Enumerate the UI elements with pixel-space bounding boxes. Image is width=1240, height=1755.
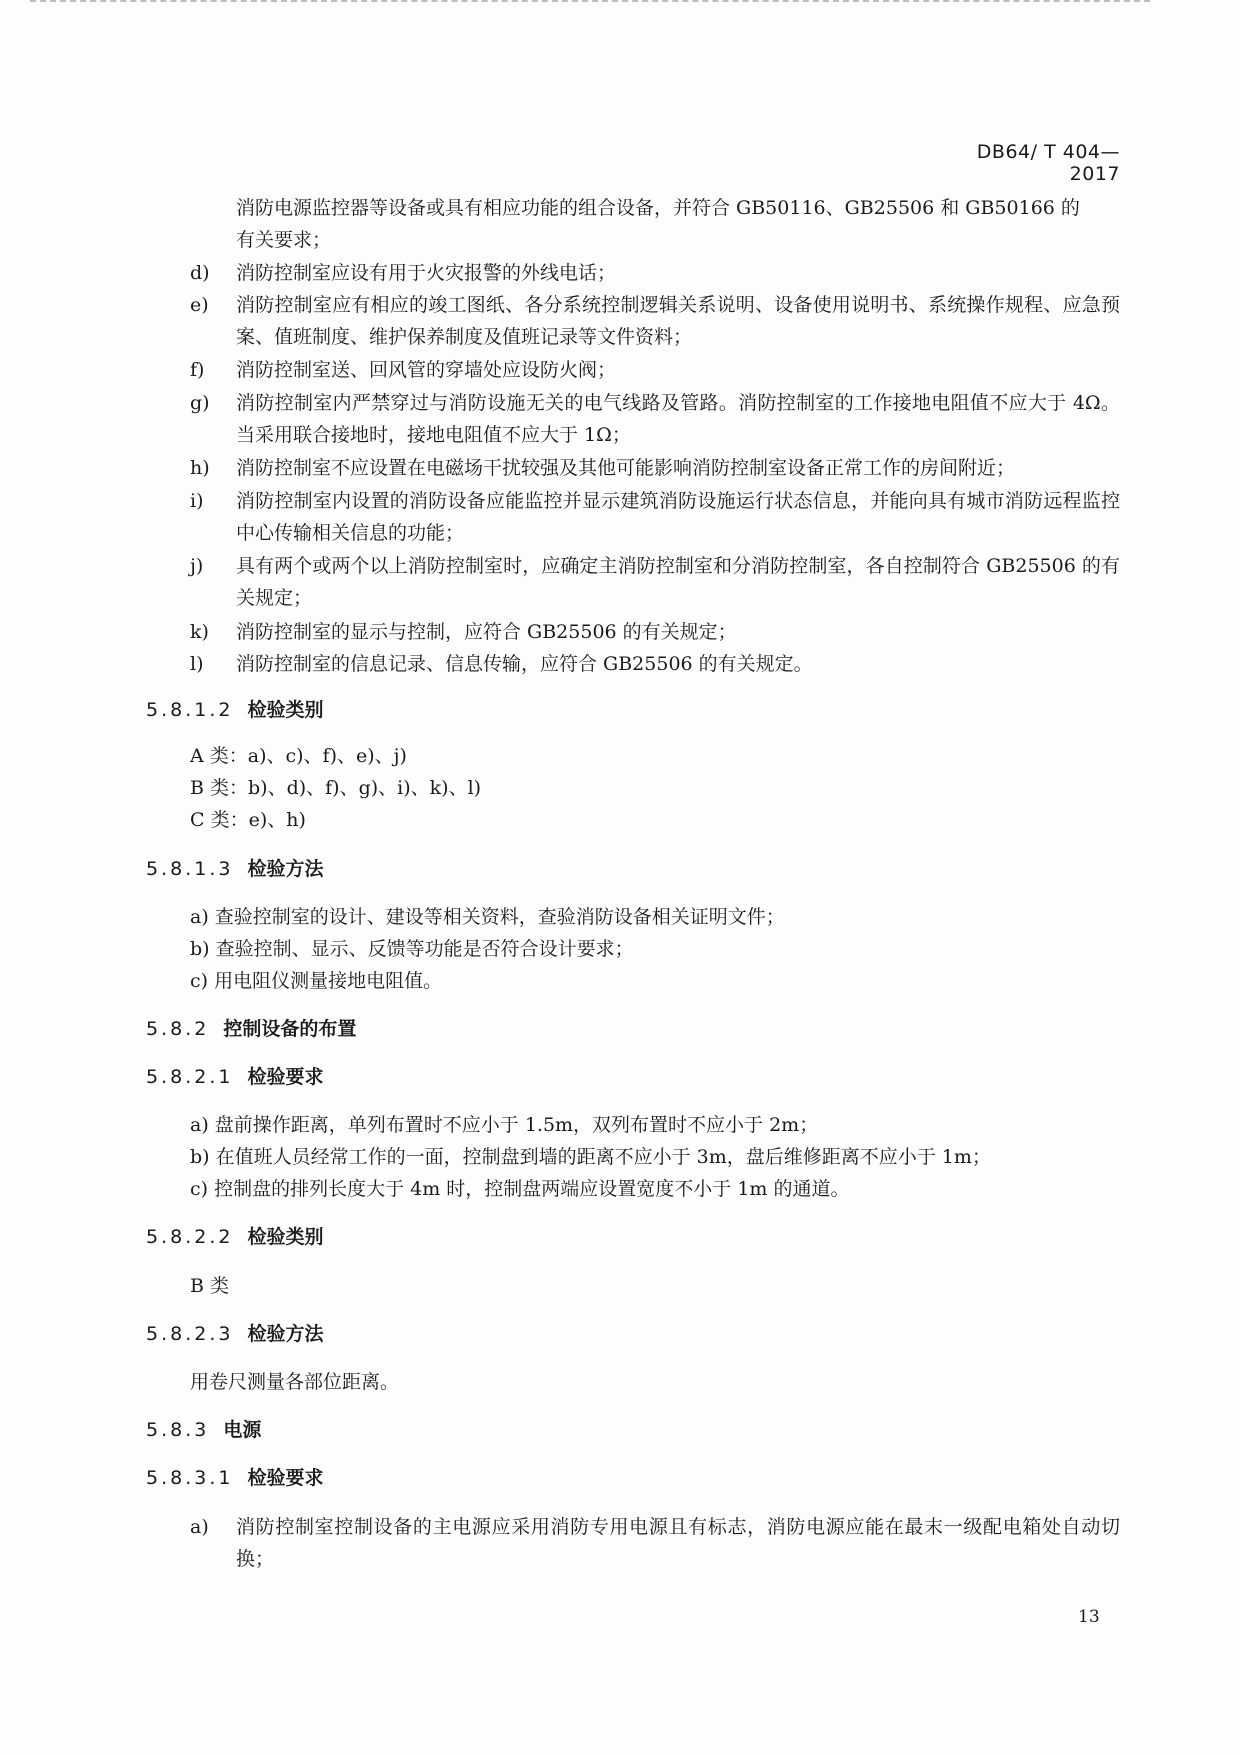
section-number: 5.8.2.2 [146, 1226, 234, 1248]
list-item-text: 消防控制室不应设置在电磁场干扰较强及其他可能影响消防控制室设备正常工作的房间附近； [236, 457, 1016, 479]
list-item-label: g) [190, 392, 210, 414]
list-item [190, 354, 1120, 386]
list-item-text: 消防控制室内严禁穿过与消防设施无关的电气线路及管路。消防控制室的工作接地电阻值不应大于 4Ω。当采用联合接地时，接地电阻值不应大于 1Ω； [236, 392, 1120, 446]
section-title: 检验要求 [247, 1066, 324, 1088]
list-item [190, 485, 1120, 549]
continuation-line-2: 有关要求； [236, 229, 332, 251]
list-item-label: j) [190, 555, 204, 577]
list-item-label: l) [190, 653, 204, 675]
category-line: C 类：e)、h) [190, 809, 306, 831]
section-title: 电源 [223, 1419, 262, 1441]
section-heading-5-8-1-2 [146, 694, 324, 726]
section-title: 检验要求 [247, 1467, 324, 1489]
document-standard-number: DB64/ T 404—2017 [976, 141, 1120, 185]
page-number: 13 [1078, 1607, 1100, 1627]
section-number: 5.8.3.1 [146, 1467, 234, 1489]
section-heading-5-8-2-3 [146, 1318, 324, 1350]
category-line: B 类：b)、d)、f)、g)、i)、k)、l) [190, 777, 482, 799]
list-item [190, 257, 1120, 289]
category-line: A 类：a)、c)、f)、e)、j) [190, 745, 407, 767]
list-item [190, 648, 1120, 680]
section-title: 检验方法 [247, 1323, 324, 1345]
list-item-text: 消防控制室内设置的消防设备应能监控并显示建筑消防设施运行状态信息，并能向具有城市消防远程监控中心传输相关信息的功能； [236, 490, 1120, 544]
list-item-text: 消防控制室应设有用于火灾报警的外线电话； [236, 262, 617, 284]
section-number: 5.8.2.1 [146, 1066, 234, 1088]
section-heading-5-8-1-3 [146, 853, 324, 885]
section-number: 5.8.1.2 [146, 699, 234, 721]
requirement-line: a) 盘前操作距离，单列布置时不应小于 1.5m，双列布置时不应小于 2m； [190, 1114, 819, 1136]
section-title: 控制设备的布置 [223, 1018, 357, 1040]
section-title: 检验类别 [247, 1226, 324, 1248]
requirement-line: c) 控制盘的排列长度大于 4m 时，控制盘两端应设置宽度不小于 1m 的通道。 [190, 1178, 850, 1200]
section-number: 5.8.2 [146, 1018, 210, 1040]
section-heading-5-8-3-1 [146, 1462, 324, 1494]
section-number: 5.8.1.3 [146, 858, 234, 880]
list-item-label: d) [190, 262, 210, 284]
list-item-label: k) [190, 621, 209, 643]
list-item [190, 289, 1120, 353]
requirement-line: b) 在值班人员经常工作的一面，控制盘到墙的距离不应小于 3m，盘后维修距离不应小于 1m； [190, 1146, 991, 1168]
method-line: b) 查验控制、显示、反馈等功能是否符合设计要求； [190, 938, 634, 960]
list-item-text: 消防控制室送、回风管的穿墙处应设防火阀； [236, 359, 617, 381]
section-heading-5-8-2-2 [146, 1221, 324, 1253]
section-heading-5-8-2-1 [146, 1061, 324, 1093]
section-heading-5-8-3 [146, 1414, 261, 1446]
section-number: 5.8.2.3 [146, 1323, 234, 1345]
list-item-text: 消防控制室控制设备的主电源应采用消防专用电源且有标志，消防电源应能在最末一级配电箱处自动切换； [236, 1516, 1120, 1570]
list-item [190, 387, 1120, 451]
section-title: 检验方法 [247, 858, 324, 880]
list-item-label: h) [190, 457, 210, 479]
section-title: 检验类别 [247, 699, 324, 721]
method-line: a) 查验控制室的设计、建设等相关资料，查验消防设备相关证明文件； [190, 906, 785, 928]
list-item-text: 消防控制室应有相应的竣工图纸、各分系统控制逻辑关系说明、设备使用说明书、系统操作规程、应急预案、值班制度、维护保养制度及值班记录等文件资料； [236, 294, 1120, 348]
continuation-line-1: 消防电源监控器等设备或具有相应功能的组合设备，并符合 GB50116、GB25506 和 GB50166 的 [236, 197, 1080, 219]
method-line: c) 用电阻仪测量接地电阻值。 [190, 970, 443, 992]
list-item [190, 616, 1120, 648]
list-item-label: f) [190, 359, 205, 381]
section-number: 5.8.3 [146, 1419, 210, 1441]
list-item-label: i) [190, 490, 204, 512]
method-body: 用卷尺测量各部位距离。 [190, 1371, 400, 1393]
list-item [190, 550, 1120, 614]
category-body: B 类 [190, 1275, 230, 1297]
list-item [190, 452, 1120, 484]
list-item-text: 消防控制室的信息记录、信息传输，应符合 GB25506 的有关规定。 [236, 653, 813, 675]
list-item-label: e) [190, 294, 209, 316]
list-item [190, 1511, 1120, 1575]
list-item-label: a) [190, 1516, 209, 1538]
list-item-text: 消防控制室的显示与控制，应符合 GB25506 的有关规定； [236, 621, 737, 643]
list-item-text: 具有两个或两个以上消防控制室时，应确定主消防控制室和分消防控制室，各自控制符合 GB25506 的有关规定； [236, 555, 1120, 609]
section-heading-5-8-2 [146, 1013, 356, 1045]
